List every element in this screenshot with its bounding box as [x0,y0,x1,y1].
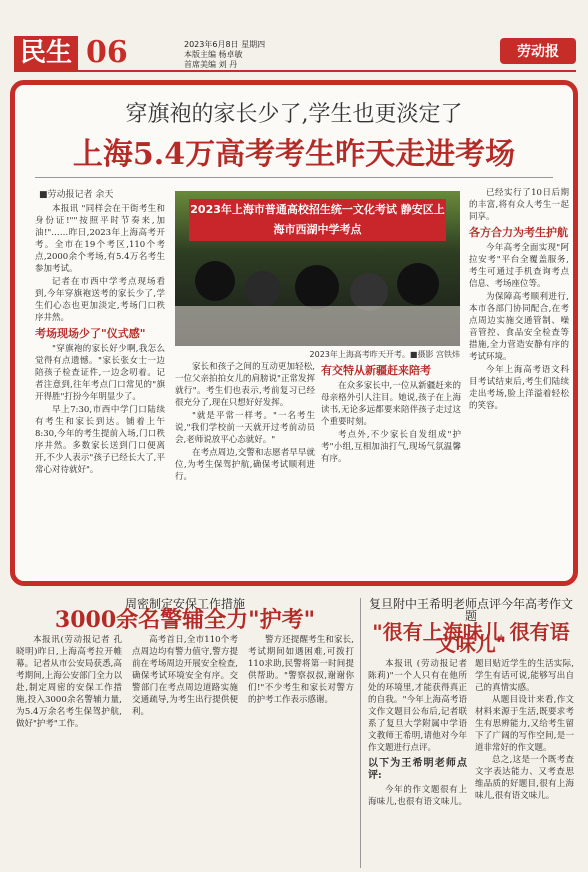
feature-column-4 [469,187,569,413]
police-headline: 3000余名警辅全力"护考" [54,607,316,633]
paragraph: 为保障高考顺利进行,本市各部门协同配合,在考点周边实施交通管制、噪音管控、食品安全检查等措施,全力营造安静有序的考试环境。 [469,292,569,362]
feature-byline: ■劳动报记者 余天 [39,190,114,200]
header-rule [14,70,576,72]
paragraph: 今年上海高考语文科目考试结束后,考生们陆续走出考场,脸上洋溢着轻松的笑容。 [469,365,569,411]
paragraph: 在考点周边,交警和志愿者早早就位,为考生保驾护航,确保考试顺利进行。 [175,448,315,482]
subheading: 考场现场少了"仪式感" [35,327,146,340]
crowd-head [195,261,235,301]
headline-rule [35,177,553,178]
essay-body [368,658,574,808]
edition-editor: 本版主编 杨卓敏 [184,50,243,59]
essay-kicker: 复旦附中王希明老师点评今年高考作文题 [368,597,573,623]
paragraph: 已经实行了10日后期的丰富,将有众人考生一起同享。 [469,188,569,222]
feature-column-1 [35,203,165,477]
paragraph: 家长和孩子之间的互动更加轻松,一位父亲拍拍女儿的肩膀说"正常发挥就行"。考生们也表示,考前复习已经很充分了,现在只想好好发挥。 [175,362,315,408]
essay-story [368,598,574,808]
paragraph: "就是平常一样考。"一名考生说,"我们学校前一天就开过考前动员会,老师说放平心态就好。" [175,411,315,445]
feature-column-3 [321,361,461,466]
feature-photo [175,191,460,346]
paragraph: 记者在市西中学考点现场看到,今年穿旗袍送考的家长少了,学生们心态也更加淡定,考场门口秩序井然。 [35,277,165,323]
subheading: 以下为王希明老师点评: [368,758,467,781]
page-number: 06 [86,35,128,70]
paragraph: 早上7:30,市西中学门口陆续有考生和家长到达。铺着上午8:30,今年的考生提前入场,门口秩序井然。多数家长送到门口便离开,不少人表示"孩子已经长大了,平常心对待就好"。 [35,405,165,475]
photo-banner: 2023年上海市普通高校招生统一文化考试 静安区上海市西湖中学考点 [189,199,446,241]
paragraph: 在众多家长中,一位从新疆赶来的母亲格外引人注目。她说,孩子在上海读书,无论多远都要来陪伴孩子走过这个重要时刻。 [321,381,461,427]
paragraph: 本报讯 "同样会在干街考生和身份证!""按照平时节奏来,加油!"……昨日,2023年上海高考开考。全市在19个考区,110个考点,2000余个考场,有5.4万名考生参加考试。 [35,204,165,274]
page-header [14,36,576,72]
paragraph: 从题目设计来看,作文材料来源于生活,既要求考生有思辨能力,又给考生留下了广阔的写作空间,是一道非常好的作文题。 [475,695,574,753]
paragraph: 本报讯(劳动报记者 孔晓明)昨日,上海高考拉开帷幕。记者从市公安局获悉,高考期间,上海公安部门全力以赴,制定周密的安保工作措施,投入3000余名警辅力量,为5.4万余名考生保驾护航,做好"护考"工作。 [16,635,122,729]
feature-headline: 上海5.4万高考考生昨天走进考场 [72,137,516,172]
paragraph: 本报讯 (劳动报记者 陈莉)"一个人只有在他所处的环境里,才能获得真正的自我。"今年上海高考语文作文题目公布后,记者联系了复旦大学附属中学语文教师王希明,请他对今年作文题进行点评。 [368,659,467,753]
police-story [16,598,354,730]
section-title: 民生 [14,36,78,70]
feature-column-2 [175,361,315,484]
edition-meta [184,40,265,70]
crowd-head [397,263,439,305]
edition-date: 2023年6月8日 星期四 [184,40,266,49]
column-divider [360,598,361,868]
crowd-head [245,271,281,307]
subheading: 各方合力为考生护航 [469,226,568,239]
photo-caption: 2023年上海高考昨天开考。■摄影 宫铁炜 [309,350,460,359]
police-kicker: 周密制定安保工作措施 [124,597,245,611]
subheading: 有交特从新疆赶来陪考 [321,364,431,377]
paragraph: 总之,这是一个既考查文字表达能力、又考查思维品质的好题目,很有上海味儿,很有语文味儿。 [475,755,574,801]
newspaper-logo: 劳动报 [500,38,576,64]
paragraph: 今年的作文题很有上海味儿,也很有语文味儿。题目贴近学生的生活实际,学生有话可说,能够写出自己的真情实感。 [368,659,574,807]
crowd-head [295,265,339,309]
paragraph: 警方还提醒考生和家长,考试期间如遇困难,可拨打110求助,民警将第一时间提供帮助。"警察叔叔,谢谢你们!"不少考生和家长对警方的护考工作表示感谢。 [248,635,354,705]
paragraph: 考点外,不少家长自发组成"护考"小组,互相加油打气,现场气氛温馨有序。 [321,430,461,464]
feature-story [10,80,578,586]
edition-designer: 首席美编 刘 丹 [184,60,238,69]
crowd-shirts [175,306,460,346]
paragraph: 今年高考全面实现"阿拉安考"平台全覆盖服务,考生可通过手机查询考点信息、考场座位等。 [469,243,569,289]
feature-kicker: 穿旗袍的家长少了,学生也更淡定了 [125,102,463,127]
paragraph: "穿旗袍的家长好少啊,我怎么觉得有点遗憾。"家长张女士一边陪孩子检查证件,一边念叨着。记者注意到,往年考点门口常见的"旗开得胜"打扮今年明显少了。 [35,344,165,402]
paragraph: 高考首日,全市110个考点周边均有警力值守,警方提前在考场周边开展安全检查,确保考试环境安全有序。交警部门在考点周边道路实施交通疏导,为考生出行提供便利。 [132,635,238,717]
essay-headline: "很有上海味儿 很有语文味儿" [372,620,570,656]
police-body [16,634,354,730]
